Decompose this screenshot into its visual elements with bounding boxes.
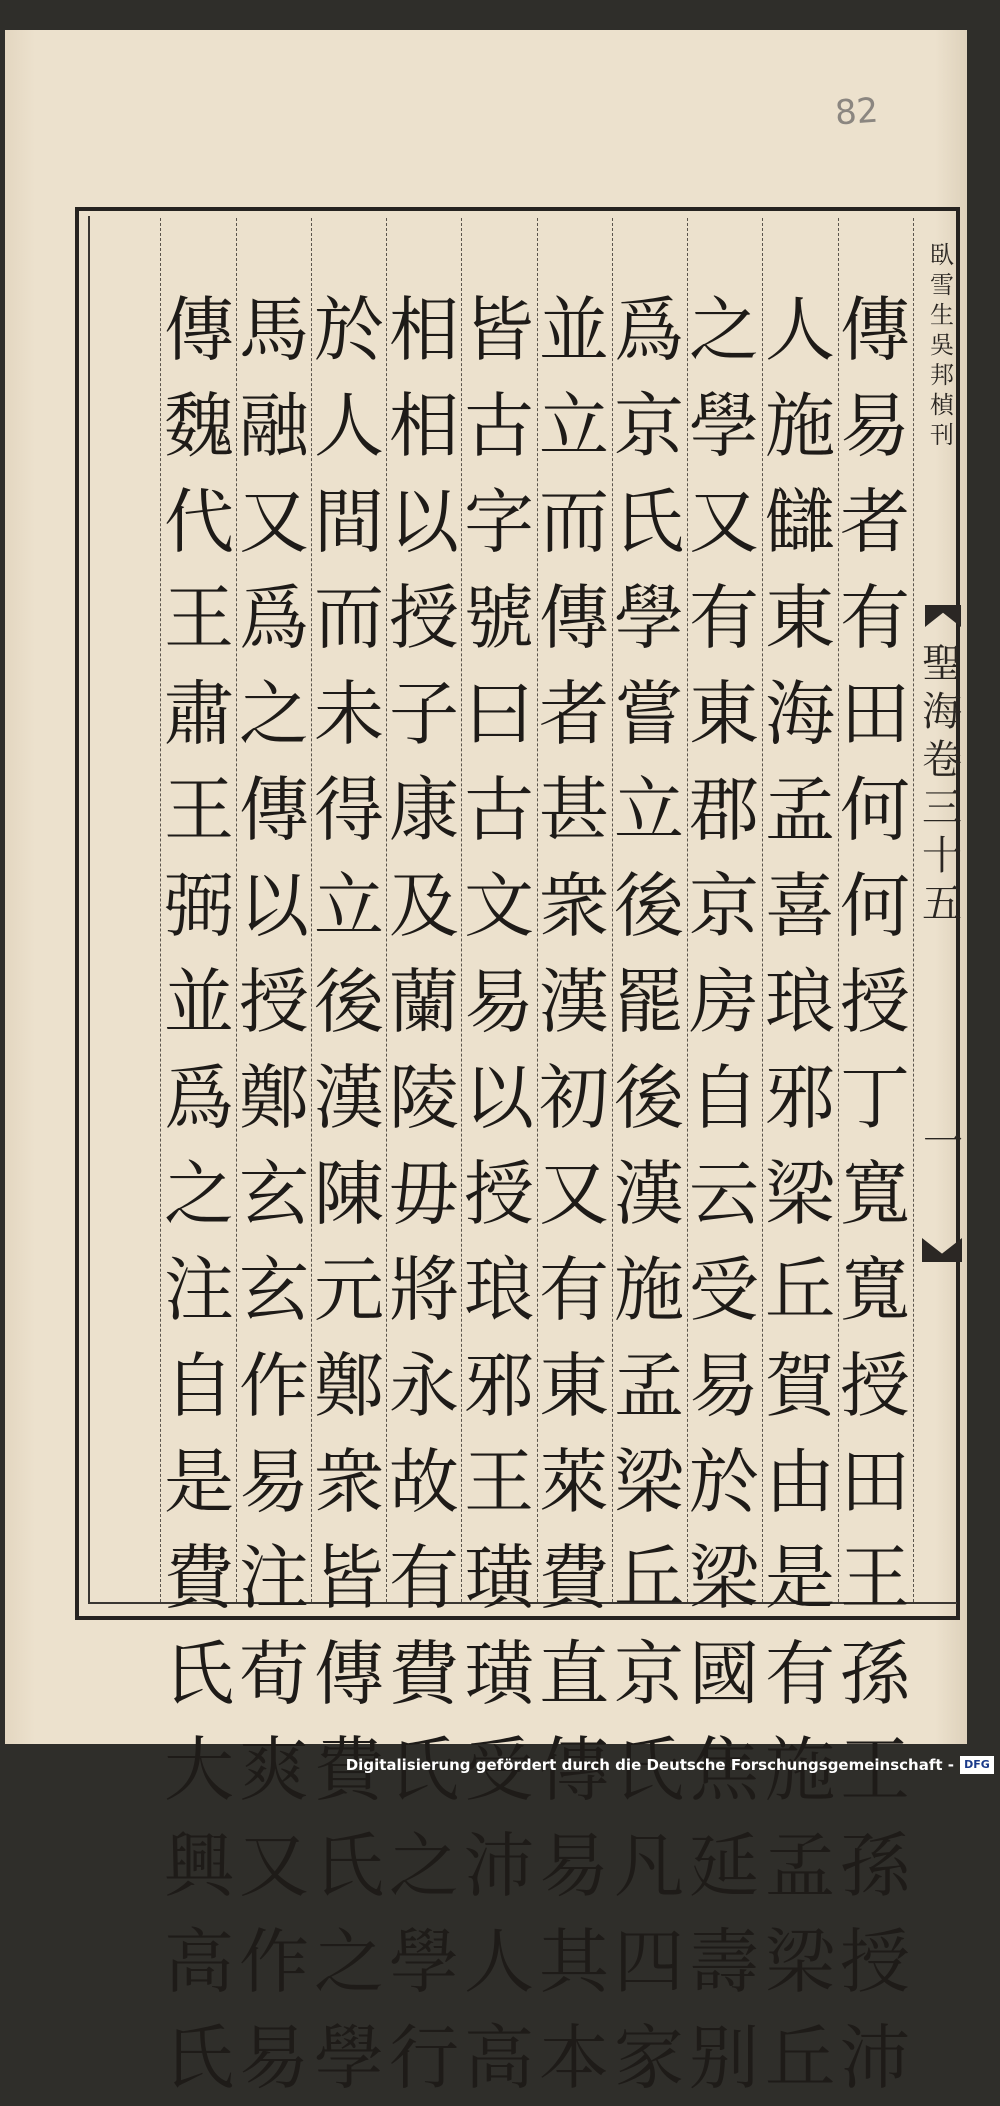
glyph: 王	[164, 769, 234, 851]
glyph: 學	[614, 577, 684, 659]
glyph: 古	[464, 385, 534, 467]
glyph: 王	[840, 1537, 910, 1619]
glyph: 由	[765, 1441, 835, 1523]
glyph: 作	[239, 1921, 309, 2003]
glyph: 爽	[239, 1729, 309, 1811]
glyph: 授	[464, 1153, 534, 1235]
glyph: 未	[314, 673, 384, 755]
dfg-logo: DFG	[960, 1756, 994, 1774]
glyph: 授	[840, 961, 910, 1043]
glyph: 讎	[765, 481, 835, 563]
glyph: 易	[840, 385, 910, 467]
glyph: 京	[689, 865, 759, 947]
glyph: 人	[765, 289, 835, 371]
glyph: 故	[389, 1441, 459, 1523]
glyph: 自	[164, 1345, 234, 1427]
glyph: 别	[689, 2017, 759, 2099]
glyph: 傳	[239, 769, 309, 851]
glyph: 玄	[239, 1249, 309, 1331]
glyph: 間	[314, 481, 384, 563]
glyph: 立	[614, 769, 684, 851]
glyph: 古	[464, 769, 534, 851]
glyph: 梁	[765, 1921, 835, 2003]
glyph: 陳	[314, 1153, 384, 1235]
glyph: 延	[689, 1825, 759, 1907]
glyph: 漢	[614, 1153, 684, 1235]
glyph: 鄭	[314, 1345, 384, 1427]
glyph: 爲	[614, 289, 684, 371]
glyph: 甚	[539, 769, 609, 851]
glyph: 字	[464, 481, 534, 563]
glyph: 有	[689, 577, 759, 659]
text-column-9	[235, 282, 313, 2099]
glyph: 沛	[464, 1825, 534, 1907]
glyph: 嘗	[614, 673, 684, 755]
glyph: 又	[239, 481, 309, 563]
glyph: 傳	[539, 1729, 609, 1811]
glyph: 氏	[614, 481, 684, 563]
glyph: 田	[840, 1441, 910, 1523]
glyph: 後	[314, 961, 384, 1043]
text-column-2	[761, 282, 839, 2099]
glyph: 而	[314, 577, 384, 659]
glyph: 注	[164, 1249, 234, 1331]
glyph: 施	[765, 385, 835, 467]
glyph: 興	[164, 1825, 234, 1907]
glyph: 家	[614, 2017, 684, 2099]
glyph: 又	[239, 1825, 309, 1907]
glyph: 璜	[464, 1633, 534, 1715]
glyph: 孫	[840, 1633, 910, 1715]
title-glyph: 十	[922, 833, 962, 879]
glyph: 沛	[840, 2017, 910, 2099]
glyph: 之	[314, 1921, 384, 2003]
glyph: 丘	[614, 1537, 684, 1619]
glyph: 費	[164, 1537, 234, 1619]
glyph: 梁	[689, 1537, 759, 1619]
glyph: 費	[389, 1633, 459, 1715]
glyph: 丁	[840, 1057, 910, 1139]
glyph: 皆	[314, 1537, 384, 1619]
publisher-glyph: 吳	[930, 331, 954, 359]
glyph: 立	[314, 865, 384, 947]
glyph: 人	[464, 1921, 534, 2003]
glyph: 東	[539, 1345, 609, 1427]
glyph: 授	[239, 961, 309, 1043]
glyph: 以	[239, 865, 309, 947]
glyph: 是	[765, 1537, 835, 1619]
glyph: 海	[765, 673, 835, 755]
glyph: 荀	[239, 1633, 309, 1715]
glyph: 易	[239, 2017, 309, 2099]
glyph: 於	[314, 289, 384, 371]
glyph: 易	[689, 1345, 759, 1427]
glyph: 本	[539, 2017, 609, 2099]
glyph: 何	[840, 865, 910, 947]
glyph: 大	[164, 1729, 234, 1811]
glyph: 學	[389, 1921, 459, 2003]
glyph: 有	[539, 1249, 609, 1331]
glyph: 及	[389, 865, 459, 947]
glyph: 之	[389, 1825, 459, 1907]
glyph: 子	[389, 673, 459, 755]
glyph: 而	[539, 481, 609, 563]
publisher-glyph: 刊	[930, 421, 954, 449]
footer-credit: Digitalisierung gefördert durch die Deutsche Forschungsgemeinschaft -	[345, 1756, 954, 1774]
glyph: 京	[614, 1633, 684, 1715]
glyph: 焦	[689, 1729, 759, 1811]
glyph: 傳	[314, 1633, 384, 1715]
glyph: 得	[314, 769, 384, 851]
glyph: 丘	[765, 1249, 835, 1331]
glyph: 之	[164, 1153, 234, 1235]
glyph: 人	[314, 385, 384, 467]
text-column-8	[310, 282, 388, 2099]
title-glyph: 海	[922, 689, 962, 735]
glyph: 元	[314, 1249, 384, 1331]
text-column-3	[685, 282, 763, 2099]
glyph: 代	[164, 481, 234, 563]
glyph: 受	[464, 1729, 534, 1811]
glyph: 蘭	[389, 961, 459, 1043]
publisher-glyph: 雪	[930, 271, 954, 299]
glyph: 弼	[164, 865, 234, 947]
glyph: 何	[840, 769, 910, 851]
glyph: 高	[464, 2017, 534, 2099]
publisher-glyph: 生	[930, 301, 954, 329]
text-column-5	[535, 282, 613, 2099]
glyph: 魏	[164, 385, 234, 467]
title-glyph: 三	[922, 785, 962, 831]
title-glyph: 卷	[922, 737, 962, 783]
glyph: 爲	[164, 1057, 234, 1139]
glyph: 郡	[689, 769, 759, 851]
glyph: 文	[464, 865, 534, 947]
glyph: 相	[389, 385, 459, 467]
glyph: 璜	[464, 1537, 534, 1619]
glyph: 高	[164, 1921, 234, 2003]
publisher-glyph: 邦	[930, 361, 954, 389]
glyph: 邪	[765, 1057, 835, 1139]
glyph: 玄	[239, 1153, 309, 1235]
glyph: 氏	[164, 2017, 234, 2099]
glyph: 初	[539, 1057, 609, 1139]
glyph: 梁	[614, 1441, 684, 1523]
glyph: 賀	[765, 1345, 835, 1427]
glyph: 孟	[765, 1825, 835, 1907]
glyph: 京	[614, 385, 684, 467]
pencil-folio-note: 82	[833, 90, 880, 134]
glyph: 曰	[464, 673, 534, 755]
glyph: 者	[840, 481, 910, 563]
glyph: 易	[239, 1441, 309, 1523]
glyph: 授	[840, 1921, 910, 2003]
glyph: 並	[539, 289, 609, 371]
glyph: 東	[689, 673, 759, 755]
glyph: 四	[614, 1921, 684, 2003]
glyph: 於	[689, 1441, 759, 1523]
glyph: 號	[464, 577, 534, 659]
glyph: 並	[164, 961, 234, 1043]
glyph: 陵	[389, 1057, 459, 1139]
glyph: 將	[389, 1249, 459, 1331]
title-glyph: 聖	[922, 641, 962, 687]
glyph: 琅	[464, 1249, 534, 1331]
glyph: 授	[840, 1345, 910, 1427]
glyph: 作	[239, 1345, 309, 1427]
glyph: 後	[614, 1057, 684, 1139]
glyph: 皆	[464, 289, 534, 371]
glyph: 施	[614, 1249, 684, 1331]
glyph: 孟	[614, 1345, 684, 1427]
glyph: 後	[614, 865, 684, 947]
glyph: 鄭	[239, 1057, 309, 1139]
glyph: 行	[389, 2017, 459, 2099]
glyph: 之	[239, 673, 309, 755]
glyph: 受	[689, 1249, 759, 1331]
glyph: 邪	[464, 1345, 534, 1427]
glyph: 王	[464, 1441, 534, 1523]
glyph: 施	[765, 1729, 835, 1811]
glyph: 有	[840, 577, 910, 659]
glyph: 云	[689, 1153, 759, 1235]
glyph: 學	[314, 2017, 384, 2099]
glyph: 是	[164, 1441, 234, 1523]
text-column-4	[610, 282, 688, 2099]
glyph: 寬	[840, 1153, 910, 1235]
glyph: 孟	[765, 769, 835, 851]
glyph: 以	[389, 481, 459, 563]
glyph: 房	[689, 961, 759, 1043]
glyph: 康	[389, 769, 459, 851]
glyph: 王	[840, 1729, 910, 1811]
glyph: 漢	[314, 1057, 384, 1139]
glyph: 傳	[164, 289, 234, 371]
glyph: 以	[464, 1057, 534, 1139]
glyph: 傳	[539, 577, 609, 659]
glyph: 有	[389, 1537, 459, 1619]
glyph: 其	[539, 1921, 609, 2003]
glyph: 王	[164, 577, 234, 659]
glyph: 萊	[539, 1441, 609, 1523]
glyph: 自	[689, 1057, 759, 1139]
glyph: 注	[239, 1537, 309, 1619]
text-column-6	[460, 282, 538, 2099]
digitization-footer	[0, 1750, 1000, 1780]
glyph: 授	[389, 577, 459, 659]
glyph: 立	[539, 385, 609, 467]
glyph: 者	[539, 673, 609, 755]
glyph: 毋	[389, 1153, 459, 1235]
page-number: 一	[923, 1119, 963, 1165]
glyph: 爲	[239, 577, 309, 659]
glyph: 國	[689, 1633, 759, 1715]
publisher-glyph: 楨	[930, 391, 954, 419]
glyph: 易	[464, 961, 534, 1043]
glyph: 費	[539, 1537, 609, 1619]
glyph: 學	[689, 385, 759, 467]
glyph: 肅	[164, 673, 234, 755]
glyph: 衆	[539, 865, 609, 947]
glyph: 相	[389, 289, 459, 371]
glyph: 有	[765, 1633, 835, 1715]
glyph: 寬	[840, 1249, 910, 1331]
block-heart-publisher-label	[924, 240, 960, 450]
glyph: 凡	[614, 1825, 684, 1907]
glyph: 融	[239, 385, 309, 467]
text-column-7	[385, 282, 463, 2099]
glyph: 傳	[840, 289, 910, 371]
glyph: 田	[840, 673, 910, 755]
glyph: 丘	[765, 2017, 835, 2099]
text-column-1	[836, 282, 914, 2099]
block-heart-title	[917, 640, 967, 928]
publisher-glyph: 臥	[930, 241, 954, 269]
glyph: 氏	[164, 1633, 234, 1715]
glyph: 費	[314, 1729, 384, 1811]
glyph: 衆	[314, 1441, 384, 1523]
glyph: 孫	[840, 1825, 910, 1907]
glyph: 氏	[614, 1729, 684, 1811]
glyph: 梁	[765, 1153, 835, 1235]
glyph: 壽	[689, 1921, 759, 2003]
text-column-10	[160, 282, 238, 2099]
glyph: 漢	[539, 961, 609, 1043]
glyph: 永	[389, 1345, 459, 1427]
glyph: 氏	[389, 1729, 459, 1811]
glyph: 馬	[239, 289, 309, 371]
glyph: 喜	[765, 865, 835, 947]
glyph: 氏	[314, 1825, 384, 1907]
glyph: 罷	[614, 961, 684, 1043]
glyph: 又	[689, 481, 759, 563]
glyph: 琅	[765, 961, 835, 1043]
glyph: 東	[765, 577, 835, 659]
title-glyph: 五	[922, 881, 962, 927]
glyph: 直	[539, 1633, 609, 1715]
glyph: 又	[539, 1153, 609, 1235]
glyph: 之	[689, 289, 759, 371]
glyph: 易	[539, 1825, 609, 1907]
